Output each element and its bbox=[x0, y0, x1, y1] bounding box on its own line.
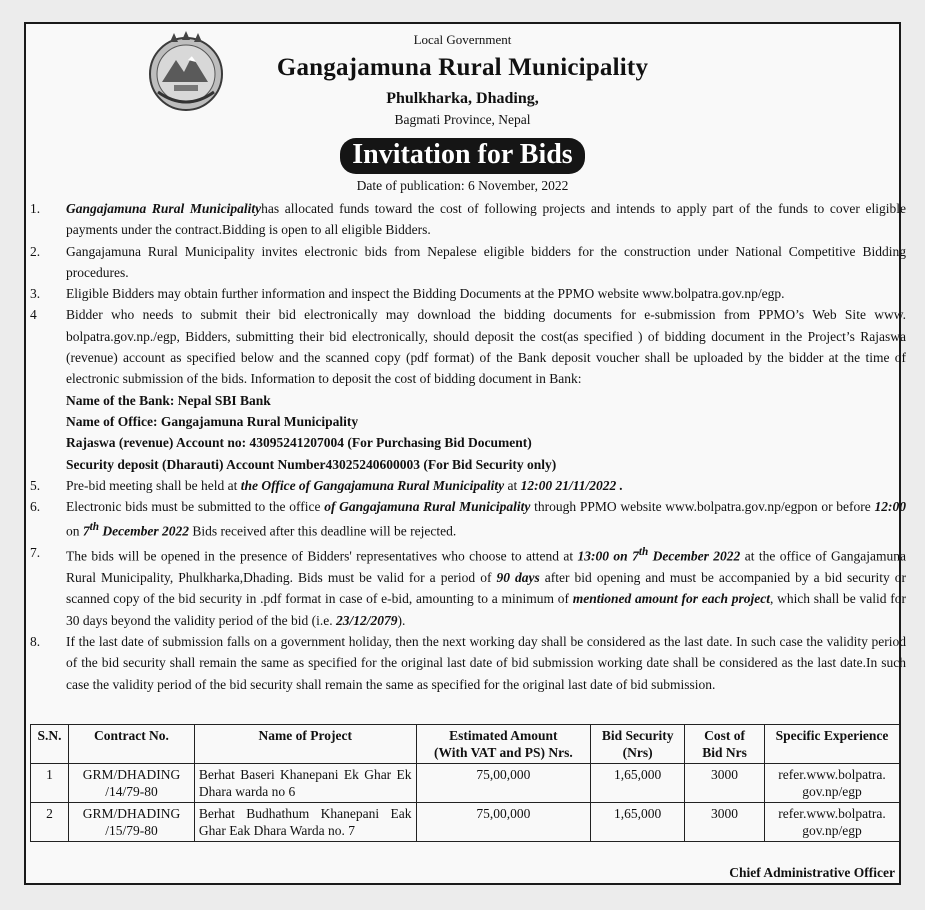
notice-title: Invitation for Bids bbox=[340, 138, 584, 174]
header-cost-of-bid bbox=[685, 725, 765, 764]
paragraph-5 bbox=[30, 475, 906, 496]
paragraph-1 bbox=[30, 198, 906, 241]
notice-body bbox=[30, 198, 906, 695]
cell-estimated-amount: 75,00,000 bbox=[416, 764, 591, 803]
paragraph-number: 6. bbox=[30, 499, 41, 515]
text-run: The bids will be opened in the presence of Bidders' representatives who choose to attend at bbox=[66, 548, 578, 564]
header-line: (With VAT and PS) Nrs. bbox=[434, 745, 573, 760]
cell-line: GRM/DHADING bbox=[82, 767, 181, 782]
text-run: after bid opening and must be accompanied by a bid security or scanned copy of the bid security in .pdf format in case of e-bid, amounting to a minimum of bbox=[66, 570, 906, 607]
superscript-run: th bbox=[89, 521, 100, 534]
paragraph-2 bbox=[30, 241, 906, 284]
table-header-row bbox=[31, 725, 900, 764]
cell-specific-experience bbox=[764, 803, 899, 842]
emphasis-run: December 2022 bbox=[99, 523, 189, 539]
cell-line: /15/79-80 bbox=[105, 823, 158, 838]
cell-sn: 2 bbox=[31, 803, 69, 842]
emphasis-run: 23/12/2079 bbox=[335, 612, 398, 628]
office-name-line: Name of Office: Gangajamuna Rural Municipality bbox=[66, 413, 359, 429]
paragraph-text: Eligible Bidders may obtain further information and inspect the Bidding Documents at the PPMO website www.bolpatra.gov.np/egp. bbox=[66, 286, 785, 302]
text-run: Electronic bids must be submitted to the office bbox=[66, 499, 325, 515]
paragraph-number: 5. bbox=[30, 477, 41, 493]
cell-cost-of-bid: 3000 bbox=[685, 764, 765, 803]
header-specific-experience: Specific Experience bbox=[764, 725, 899, 764]
paragraph-6 bbox=[30, 496, 906, 542]
title-banner bbox=[26, 138, 899, 174]
bid-notice bbox=[24, 22, 907, 885]
text-run: at the office of Gangajamuna Rural Municipality, Phulkharka,Dhading. Bids must be valid for a period of bbox=[66, 548, 907, 586]
table-row bbox=[31, 764, 900, 803]
cell-estimated-amount: 75,00,000 bbox=[416, 803, 591, 842]
header-line: Bid Nrs bbox=[702, 745, 747, 760]
cell-bid-security: 1,65,000 bbox=[591, 803, 685, 842]
paragraph-number: 7. bbox=[30, 545, 41, 561]
text-run: ). bbox=[397, 612, 406, 628]
text-run: through PPMO website www.bolpatra.gov.np/egpon or before bbox=[530, 499, 875, 515]
cell-line: refer.www.bolpatra. bbox=[778, 806, 886, 821]
cell-cost-of-bid: 3000 bbox=[685, 803, 765, 842]
emphasis-run: 90 days bbox=[496, 570, 540, 586]
paragraph-number: 3. bbox=[30, 286, 41, 302]
emphasis-run: 13:00 on 7 bbox=[577, 548, 639, 564]
emphasis-run: 7 bbox=[82, 523, 90, 539]
province-label: Bagmati Province, Nepal bbox=[394, 112, 531, 127]
cell-line: GRM/DHADING bbox=[82, 806, 181, 821]
cell-line: gov.np/egp bbox=[802, 823, 862, 838]
cell-contract-no bbox=[68, 764, 194, 803]
superscript-run: th bbox=[638, 546, 649, 559]
paragraph-8 bbox=[30, 631, 906, 695]
paragraph-text: Bidder who needs to submit their bid electronically may download the bidding documents for e-submission from PPMO’s Web Site www. bolpatra.gov.np./egp, Bidders, submitting their bid electronically, should deposit the cost(as specified ) of bidding document in the Project’s Rajaswa (revenue) account as specified below and the scanned copy (pdf format) of the Bank deposit voucher shall be uploaded by the bidder at the time of electronic submission of the bids. Information to deposit the cost of bidding document in Bank: bbox=[66, 307, 906, 387]
municipality-name: Gangajamuna Rural Municipality bbox=[276, 54, 649, 81]
local-government-label: Local Government bbox=[413, 32, 512, 47]
text-run: Bids received after this deadline will be rejected. bbox=[189, 523, 457, 539]
cell-specific-experience bbox=[764, 764, 899, 803]
cell-project-name: Berhat Budhathum Khanepani Eak Ghar Eak Dhara Warda no. 7 bbox=[194, 803, 416, 842]
header-line: Bid Security bbox=[601, 728, 674, 743]
cell-bid-security: 1,65,000 bbox=[591, 764, 685, 803]
emphasis-run: 12:00 bbox=[874, 499, 906, 515]
text-run: on bbox=[66, 523, 83, 539]
paragraph-4 bbox=[30, 304, 906, 389]
cell-line: /14/79-80 bbox=[105, 784, 158, 799]
bank-name-line: Name of the Bank: Nepal SBI Bank bbox=[66, 392, 271, 408]
header-estimated-amount bbox=[416, 725, 591, 764]
text-run: at bbox=[504, 477, 521, 493]
projects-table bbox=[30, 724, 900, 842]
emphasis-run: mentioned amount for each project bbox=[572, 591, 770, 607]
emphasis-run: 12:00 21/11/2022 . bbox=[520, 477, 623, 493]
text-run: Pre-bid meeting shall be held at bbox=[66, 477, 241, 493]
text-run: , which shall be valid for 30 days beyond the validity period of the bid (i.e. bbox=[66, 591, 907, 628]
header-bid-security bbox=[591, 725, 685, 764]
table-row bbox=[31, 803, 900, 842]
header-contract-no: Contract No. bbox=[68, 725, 194, 764]
paragraph-number: 1. bbox=[30, 201, 41, 216]
paragraph-text: Gangajamuna Rural Municipality invites electronic bids from Nepalese eligible bidders for the construction under National Competitive Bidding procedures. bbox=[66, 243, 906, 280]
paragraph-number: 2. bbox=[30, 243, 41, 259]
cell-line: gov.np/egp bbox=[802, 784, 862, 799]
municipality-emphasis: Gangajamuna Rural Municipality bbox=[66, 201, 262, 216]
header-line: (Nrs) bbox=[622, 745, 653, 760]
header-line: Estimated Amount bbox=[449, 728, 558, 743]
cell-line: refer.www.bolpatra. bbox=[778, 767, 886, 782]
paragraph-text: has allocated funds toward the cost of following projects and intends to apply part of the funds to cover eligible payments under the contract.Bidding is open to all eligible Bidders. bbox=[66, 201, 906, 238]
municipality-address: Phulkharka, Dhading, bbox=[386, 90, 539, 107]
header-line: Cost of bbox=[704, 728, 745, 743]
cell-contract-no bbox=[68, 803, 194, 842]
cell-project-name: Berhat Baseri Khanepani Ek Ghar Ek Dhara warda no 6 bbox=[194, 764, 416, 803]
paragraph-3 bbox=[30, 283, 906, 304]
paragraph-7 bbox=[30, 542, 906, 631]
rajaswa-account-line: Rajaswa (revenue) Account no: 43095241207004 (For Purchasing Bid Document) bbox=[66, 435, 532, 451]
header-project-name: Name of Project bbox=[194, 725, 416, 764]
cell-sn: 1 bbox=[31, 764, 69, 803]
security-account-line: Security deposit (Dharauti) Account Number43025240600003 (For Bid Security only) bbox=[66, 456, 557, 472]
paragraph-number: 8. bbox=[30, 633, 41, 649]
header-sn: S.N. bbox=[31, 725, 69, 764]
emphasis-run: the Office of Gangajamuna Rural Municipality bbox=[240, 477, 505, 493]
paragraph-number: 4 bbox=[30, 307, 37, 323]
publication-date: Date of publication: 6 November, 2022 bbox=[356, 178, 569, 193]
emphasis-run: December 2022 bbox=[648, 548, 741, 564]
emphasis-run: of Gangajamuna Rural Municipality bbox=[324, 499, 531, 515]
paragraph-text: If the last date of submission falls on a government holiday, then the next working day shall be considered as the last date. In such case the validity period of the bid security shall remain the same as specified for the original last date of bid submission working date shall be considered as the last date.In such case the validity period of the bid security shall remain the same as specified for the original last date of bid submission. bbox=[66, 633, 906, 692]
signatory-title: Chief Administrative Officer bbox=[729, 865, 895, 880]
